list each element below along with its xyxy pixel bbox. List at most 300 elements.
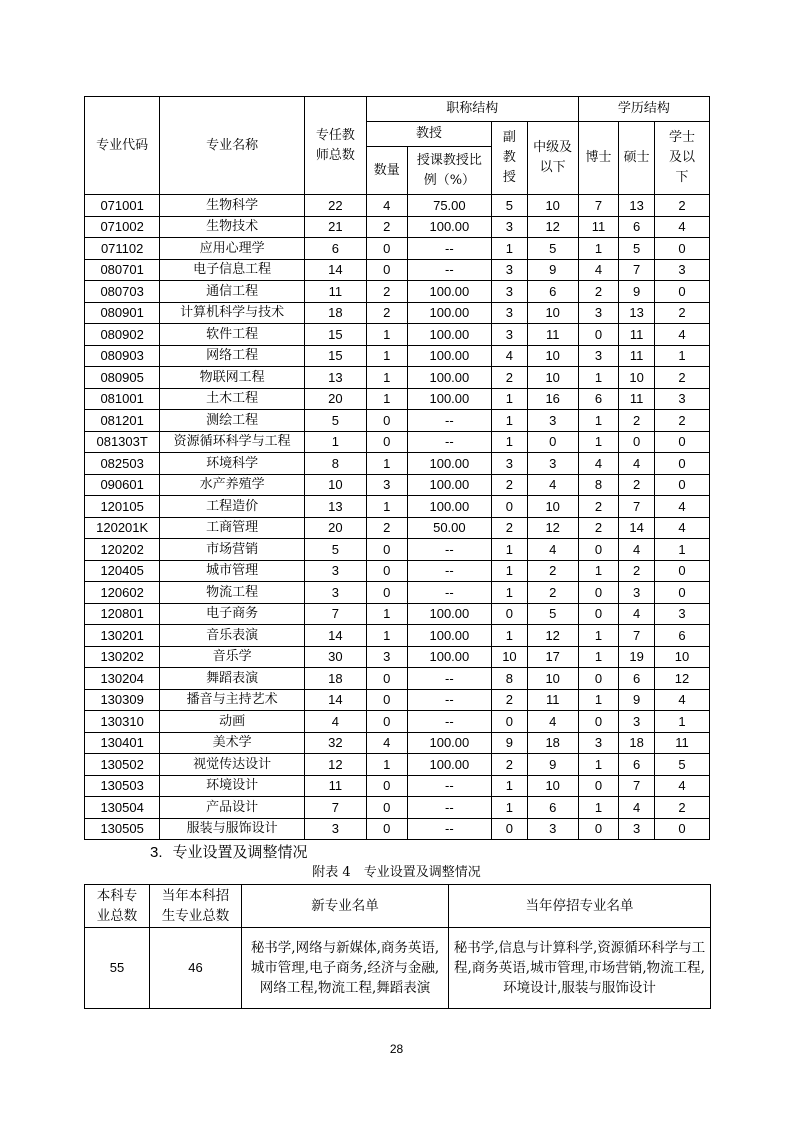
- mid-level-count-cell: 16: [527, 388, 578, 410]
- major-name-cell: 应用心理学: [160, 238, 305, 260]
- bachelor-count-cell: 2: [654, 195, 709, 217]
- doctor-count-cell: 11: [578, 216, 619, 238]
- professor-count-cell: 0: [366, 797, 407, 819]
- master-count-cell: 7: [619, 496, 655, 518]
- table-row: [85, 797, 710, 819]
- teaching-ratio-cell: 100.00: [407, 367, 491, 389]
- major-code-cell: 130503: [85, 775, 160, 797]
- header-title-structure: 职称结构: [366, 97, 578, 122]
- bachelor-count-cell: 0: [654, 238, 709, 260]
- major-name-cell: 舞蹈表演: [160, 668, 305, 690]
- doctor-count-cell: 3: [578, 732, 619, 754]
- major-code-cell: 080905: [85, 367, 160, 389]
- assoc-professor-count-cell: 0: [492, 711, 528, 733]
- master-count-cell: 7: [619, 625, 655, 647]
- master-count-cell: 4: [619, 603, 655, 625]
- header-assoc-professor: 副教授: [492, 122, 528, 195]
- header-major-code: 专业代码: [85, 97, 160, 195]
- total-teachers-cell: 14: [304, 625, 366, 647]
- total-teachers-cell: 12: [304, 754, 366, 776]
- teaching-ratio-cell: 100.00: [407, 216, 491, 238]
- major-code-cell: 090601: [85, 474, 160, 496]
- table-row: [85, 818, 710, 840]
- master-count-cell: 5: [619, 238, 655, 260]
- master-count-cell: 11: [619, 345, 655, 367]
- bachelor-count-cell: 0: [654, 818, 709, 840]
- bachelor-count-cell: 11: [654, 732, 709, 754]
- bachelor-count-cell: 10: [654, 646, 709, 668]
- doctor-count-cell: 1: [578, 797, 619, 819]
- bachelor-count-cell: 2: [654, 410, 709, 432]
- major-code-cell: 071002: [85, 216, 160, 238]
- major-code-cell: 071102: [85, 238, 160, 260]
- assoc-professor-count-cell: 1: [492, 539, 528, 561]
- total-teachers-cell: 7: [304, 797, 366, 819]
- doctor-count-cell: 6: [578, 388, 619, 410]
- major-code-cell: 130310: [85, 711, 160, 733]
- major-code-cell: 120105: [85, 496, 160, 518]
- bachelor-count-cell: 0: [654, 431, 709, 453]
- total-teachers-cell: 13: [304, 496, 366, 518]
- total-teachers-cell: 11: [304, 775, 366, 797]
- mid-level-count-cell: 18: [527, 732, 578, 754]
- teaching-ratio-cell: 100.00: [407, 646, 491, 668]
- major-code-cell: 080901: [85, 302, 160, 324]
- bachelor-count-cell: 4: [654, 517, 709, 539]
- master-count-cell: 3: [619, 818, 655, 840]
- major-code-cell: 130204: [85, 668, 160, 690]
- total-teachers-cell: 30: [304, 646, 366, 668]
- table-row: [85, 646, 710, 668]
- table-row: [85, 410, 710, 432]
- teaching-ratio-cell: --: [407, 775, 491, 797]
- table-row: [85, 238, 710, 260]
- teaching-ratio-cell: 100.00: [407, 453, 491, 475]
- total-teachers-cell: 10: [304, 474, 366, 496]
- major-name-cell: 美术学: [160, 732, 305, 754]
- mid-level-count-cell: 3: [527, 410, 578, 432]
- assoc-professor-count-cell: 8: [492, 668, 528, 690]
- table-row: [85, 431, 710, 453]
- major-name-cell: 动画: [160, 711, 305, 733]
- mid-level-count-cell: 12: [527, 625, 578, 647]
- assoc-professor-count-cell: 1: [492, 238, 528, 260]
- bachelor-count-cell: 12: [654, 668, 709, 690]
- total-teachers-cell: 18: [304, 668, 366, 690]
- mid-level-count-cell: 12: [527, 517, 578, 539]
- major-name-cell: 音乐表演: [160, 625, 305, 647]
- doctor-count-cell: 0: [578, 324, 619, 346]
- total-teachers-cell: 3: [304, 582, 366, 604]
- total-teachers-cell: 22: [304, 195, 366, 217]
- teaching-ratio-cell: --: [407, 560, 491, 582]
- assoc-professor-count-cell: 3: [492, 302, 528, 324]
- teaching-ratio-cell: --: [407, 711, 491, 733]
- teaching-ratio-cell: 75.00: [407, 195, 491, 217]
- major-code-cell: 082503: [85, 453, 160, 475]
- master-count-cell: 6: [619, 754, 655, 776]
- professor-count-cell: 1: [366, 625, 407, 647]
- assoc-professor-count-cell: 3: [492, 281, 528, 303]
- professor-count-cell: 0: [366, 238, 407, 260]
- teaching-ratio-cell: 50.00: [407, 517, 491, 539]
- major-code-cell: 120202: [85, 539, 160, 561]
- professor-count-cell: 1: [366, 345, 407, 367]
- major-name-cell: 城市管理: [160, 560, 305, 582]
- mid-level-count-cell: 5: [527, 238, 578, 260]
- total-teachers-cell: 3: [304, 560, 366, 582]
- total-teachers-cell: 13: [304, 367, 366, 389]
- major-code-cell: 130201: [85, 625, 160, 647]
- professor-count-cell: 0: [366, 539, 407, 561]
- professor-count-cell: 1: [366, 496, 407, 518]
- doctor-count-cell: 0: [578, 775, 619, 797]
- major-name-cell: 计算机科学与技术: [160, 302, 305, 324]
- professor-count-cell: 0: [366, 775, 407, 797]
- assoc-professor-count-cell: 0: [492, 603, 528, 625]
- total-majors-value: 55: [85, 928, 150, 1009]
- teaching-ratio-cell: --: [407, 238, 491, 260]
- assoc-professor-count-cell: 2: [492, 689, 528, 711]
- bachelor-count-cell: 4: [654, 496, 709, 518]
- total-teachers-cell: 14: [304, 259, 366, 281]
- master-count-cell: 6: [619, 668, 655, 690]
- major-name-cell: 通信工程: [160, 281, 305, 303]
- master-count-cell: 2: [619, 410, 655, 432]
- bachelor-count-cell: 4: [654, 689, 709, 711]
- bachelor-count-cell: 2: [654, 367, 709, 389]
- master-count-cell: 10: [619, 367, 655, 389]
- bachelor-count-cell: 6: [654, 625, 709, 647]
- professor-count-cell: 0: [366, 410, 407, 432]
- table-row: [85, 324, 710, 346]
- doctor-count-cell: 2: [578, 517, 619, 539]
- major-code-cell: 080903: [85, 345, 160, 367]
- major-code-cell: 080703: [85, 281, 160, 303]
- assoc-professor-count-cell: 1: [492, 560, 528, 582]
- doctor-count-cell: 1: [578, 367, 619, 389]
- major-name-cell: 水产养殖学: [160, 474, 305, 496]
- table-row: [85, 259, 710, 281]
- mid-level-count-cell: 10: [527, 302, 578, 324]
- assoc-professor-count-cell: 3: [492, 453, 528, 475]
- teaching-ratio-cell: --: [407, 582, 491, 604]
- teaching-ratio-cell: 100.00: [407, 324, 491, 346]
- doctor-count-cell: 0: [578, 711, 619, 733]
- header-doctor: 博士: [578, 122, 619, 195]
- professor-count-cell: 1: [366, 754, 407, 776]
- master-count-cell: 6: [619, 216, 655, 238]
- master-count-cell: 2: [619, 474, 655, 496]
- assoc-professor-count-cell: 0: [492, 818, 528, 840]
- master-count-cell: 18: [619, 732, 655, 754]
- mid-level-count-cell: 3: [527, 818, 578, 840]
- doctor-count-cell: 0: [578, 818, 619, 840]
- table-row: [85, 775, 710, 797]
- bachelor-count-cell: 2: [654, 797, 709, 819]
- total-teachers-cell: 20: [304, 517, 366, 539]
- mid-level-count-cell: 17: [527, 646, 578, 668]
- table-row: [85, 539, 710, 561]
- total-teachers-cell: 4: [304, 711, 366, 733]
- major-name-cell: 物联网工程: [160, 367, 305, 389]
- doctor-count-cell: 2: [578, 281, 619, 303]
- major-name-cell: 音乐学: [160, 646, 305, 668]
- assoc-professor-count-cell: 1: [492, 388, 528, 410]
- faculty-structure-table: [84, 96, 710, 840]
- section-number: 3.: [150, 844, 163, 861]
- total-teachers-cell: 3: [304, 818, 366, 840]
- assoc-professor-count-cell: 1: [492, 582, 528, 604]
- header-total-teachers: 专任教师总数: [304, 97, 366, 195]
- major-code-cell: 081303T: [85, 431, 160, 453]
- teaching-ratio-cell: --: [407, 259, 491, 281]
- master-count-cell: 11: [619, 388, 655, 410]
- table-row: [85, 388, 710, 410]
- assoc-professor-count-cell: 1: [492, 797, 528, 819]
- mid-level-count-cell: 10: [527, 775, 578, 797]
- header-teaching-ratio: 授课教授比例（%）: [407, 147, 491, 195]
- professor-count-cell: 0: [366, 560, 407, 582]
- professor-count-cell: 4: [366, 732, 407, 754]
- bachelor-count-cell: 0: [654, 560, 709, 582]
- mid-level-count-cell: 4: [527, 474, 578, 496]
- major-name-cell: 播音与主持艺术: [160, 689, 305, 711]
- total-teachers-cell: 14: [304, 689, 366, 711]
- master-count-cell: 11: [619, 324, 655, 346]
- mid-level-count-cell: 9: [527, 754, 578, 776]
- header-bachelor-and-below: 学士及以下: [654, 122, 709, 195]
- table-row: [85, 281, 710, 303]
- bachelor-count-cell: 3: [654, 603, 709, 625]
- master-count-cell: 9: [619, 689, 655, 711]
- major-name-cell: 生物技术: [160, 216, 305, 238]
- bachelor-count-cell: 0: [654, 474, 709, 496]
- major-code-cell: 130401: [85, 732, 160, 754]
- total-teachers-cell: 6: [304, 238, 366, 260]
- major-name-cell: 资源循环科学与工程: [160, 431, 305, 453]
- total-teachers-cell: 21: [304, 216, 366, 238]
- professor-count-cell: 0: [366, 689, 407, 711]
- major-name-cell: 环境设计: [160, 775, 305, 797]
- professor-count-cell: 2: [366, 216, 407, 238]
- teaching-ratio-cell: --: [407, 668, 491, 690]
- mid-level-count-cell: 12: [527, 216, 578, 238]
- table-row: [85, 453, 710, 475]
- assoc-professor-count-cell: 2: [492, 754, 528, 776]
- table-row: [85, 474, 710, 496]
- header-total-majors: 本科专业总数: [85, 885, 150, 928]
- assoc-professor-count-cell: 3: [492, 324, 528, 346]
- header-master: 硕士: [619, 122, 655, 195]
- doctor-count-cell: 1: [578, 689, 619, 711]
- bachelor-count-cell: 0: [654, 281, 709, 303]
- major-code-cell: 120801: [85, 603, 160, 625]
- table-row: [85, 603, 710, 625]
- bachelor-count-cell: 1: [654, 345, 709, 367]
- table-row: [85, 560, 710, 582]
- table-row: [85, 216, 710, 238]
- professor-count-cell: 4: [366, 195, 407, 217]
- bachelor-count-cell: 4: [654, 775, 709, 797]
- doctor-count-cell: 1: [578, 431, 619, 453]
- table-row: [85, 689, 710, 711]
- table-caption: 附表 4 专业设置及调整情况: [312, 865, 481, 880]
- major-name-cell: 市场营销: [160, 539, 305, 561]
- total-teachers-cell: 1: [304, 431, 366, 453]
- major-code-cell: 130502: [85, 754, 160, 776]
- professor-count-cell: 1: [366, 324, 407, 346]
- bachelor-count-cell: 5: [654, 754, 709, 776]
- teaching-ratio-cell: 100.00: [407, 388, 491, 410]
- total-teachers-cell: 5: [304, 410, 366, 432]
- major-code-cell: 081201: [85, 410, 160, 432]
- assoc-professor-count-cell: 1: [492, 625, 528, 647]
- mid-level-count-cell: 3: [527, 453, 578, 475]
- mid-level-count-cell: 10: [527, 496, 578, 518]
- table-row: [85, 732, 710, 754]
- major-code-cell: 120602: [85, 582, 160, 604]
- total-teachers-cell: 5: [304, 539, 366, 561]
- doctor-count-cell: 0: [578, 582, 619, 604]
- professor-count-cell: 2: [366, 302, 407, 324]
- major-name-cell: 环境科学: [160, 453, 305, 475]
- table-row: [85, 928, 711, 1009]
- header-mid-and-below: 中级及以下: [527, 122, 578, 195]
- master-count-cell: 19: [619, 646, 655, 668]
- doctor-count-cell: 1: [578, 754, 619, 776]
- doctor-count-cell: 1: [578, 238, 619, 260]
- major-name-cell: 服装与服饰设计: [160, 818, 305, 840]
- teaching-ratio-cell: --: [407, 539, 491, 561]
- assoc-professor-count-cell: 1: [492, 431, 528, 453]
- bachelor-count-cell: 1: [654, 711, 709, 733]
- mid-level-count-cell: 4: [527, 711, 578, 733]
- doctor-count-cell: 3: [578, 345, 619, 367]
- master-count-cell: 13: [619, 302, 655, 324]
- teaching-ratio-cell: 100.00: [407, 496, 491, 518]
- assoc-professor-count-cell: 9: [492, 732, 528, 754]
- major-adjustment-table: [84, 884, 711, 1009]
- suspended-majors-list: 秘书学,信息与计算科学,资源循环科学与工程,商务英语,城市管理,市场营销,物流工程,环境设计,服装与服饰设计: [449, 928, 711, 1009]
- teaching-ratio-cell: 100.00: [407, 625, 491, 647]
- major-code-cell: 120405: [85, 560, 160, 582]
- mid-level-count-cell: 10: [527, 195, 578, 217]
- doctor-count-cell: 2: [578, 496, 619, 518]
- major-code-cell: 130504: [85, 797, 160, 819]
- master-count-cell: 7: [619, 775, 655, 797]
- major-name-cell: 物流工程: [160, 582, 305, 604]
- table-row: [85, 754, 710, 776]
- table-row: [85, 302, 710, 324]
- assoc-professor-count-cell: 4: [492, 345, 528, 367]
- major-code-cell: 080701: [85, 259, 160, 281]
- bachelor-count-cell: 4: [654, 216, 709, 238]
- table-row: [85, 195, 710, 217]
- doctor-count-cell: 1: [578, 560, 619, 582]
- teaching-ratio-cell: 100.00: [407, 603, 491, 625]
- enrolling-majors-value: 46: [150, 928, 242, 1009]
- assoc-professor-count-cell: 2: [492, 367, 528, 389]
- mid-level-count-cell: 11: [527, 689, 578, 711]
- mid-level-count-cell: 2: [527, 560, 578, 582]
- total-teachers-cell: 7: [304, 603, 366, 625]
- mid-level-count-cell: 0: [527, 431, 578, 453]
- teaching-ratio-cell: --: [407, 410, 491, 432]
- new-majors-list: 秘书学,网络与新媒体,商务英语,城市管理,电子商务,经济与金融,网络工程,物流工程,舞蹈表演: [242, 928, 449, 1009]
- major-name-cell: 视觉传达设计: [160, 754, 305, 776]
- mid-level-count-cell: 11: [527, 324, 578, 346]
- faculty-table-body: [85, 195, 710, 840]
- teaching-ratio-cell: 100.00: [407, 302, 491, 324]
- professor-count-cell: 2: [366, 281, 407, 303]
- doctor-count-cell: 4: [578, 259, 619, 281]
- professor-count-cell: 1: [366, 388, 407, 410]
- assoc-professor-count-cell: 1: [492, 410, 528, 432]
- doctor-count-cell: 8: [578, 474, 619, 496]
- master-count-cell: 14: [619, 517, 655, 539]
- major-code-cell: 130309: [85, 689, 160, 711]
- master-count-cell: 0: [619, 431, 655, 453]
- mid-level-count-cell: 2: [527, 582, 578, 604]
- header-major-name: 专业名称: [160, 97, 305, 195]
- master-count-cell: 9: [619, 281, 655, 303]
- mid-level-count-cell: 10: [527, 367, 578, 389]
- teaching-ratio-cell: --: [407, 797, 491, 819]
- mid-level-count-cell: 10: [527, 345, 578, 367]
- section-title: 专业设置及调整情况: [172, 843, 308, 861]
- master-count-cell: 7: [619, 259, 655, 281]
- total-teachers-cell: 15: [304, 324, 366, 346]
- doctor-count-cell: 1: [578, 646, 619, 668]
- table-row: [85, 517, 710, 539]
- major-name-cell: 软件工程: [160, 324, 305, 346]
- assoc-professor-count-cell: 2: [492, 474, 528, 496]
- master-count-cell: 4: [619, 453, 655, 475]
- assoc-professor-count-cell: 5: [492, 195, 528, 217]
- assoc-professor-count-cell: 3: [492, 259, 528, 281]
- teaching-ratio-cell: 100.00: [407, 754, 491, 776]
- professor-count-cell: 0: [366, 431, 407, 453]
- doctor-count-cell: 1: [578, 625, 619, 647]
- major-code-cell: 081001: [85, 388, 160, 410]
- bachelor-count-cell: 3: [654, 388, 709, 410]
- total-teachers-cell: 32: [304, 732, 366, 754]
- table-row: [85, 367, 710, 389]
- bachelor-count-cell: 0: [654, 582, 709, 604]
- header-professor: 教授: [366, 122, 491, 147]
- professor-count-cell: 1: [366, 603, 407, 625]
- master-count-cell: 2: [619, 560, 655, 582]
- total-teachers-cell: 15: [304, 345, 366, 367]
- section-heading: [150, 842, 308, 863]
- professor-count-cell: 3: [366, 474, 407, 496]
- table-row: [85, 668, 710, 690]
- master-count-cell: 3: [619, 582, 655, 604]
- doctor-count-cell: 0: [578, 539, 619, 561]
- teaching-ratio-cell: 100.00: [407, 474, 491, 496]
- professor-count-cell: 2: [366, 517, 407, 539]
- professor-count-cell: 0: [366, 668, 407, 690]
- doctor-count-cell: 7: [578, 195, 619, 217]
- major-name-cell: 产品设计: [160, 797, 305, 819]
- major-name-cell: 电子商务: [160, 603, 305, 625]
- doctor-count-cell: 0: [578, 668, 619, 690]
- major-name-cell: 电子信息工程: [160, 259, 305, 281]
- table-row: [85, 582, 710, 604]
- header-new-majors: 新专业名单: [242, 885, 449, 928]
- header-enrolling-majors: 当年本科招生专业总数: [150, 885, 242, 928]
